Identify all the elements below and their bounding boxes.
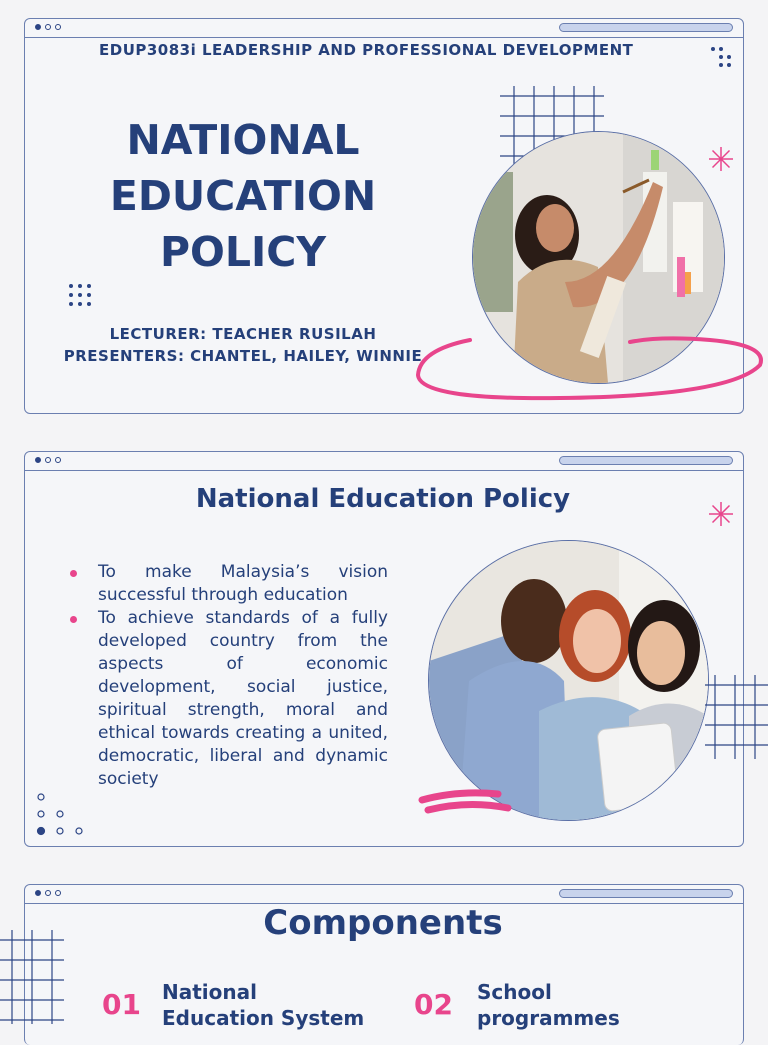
sparkle-icon xyxy=(709,147,733,171)
policy-bullets xyxy=(68,561,388,791)
component-label-line: programmes xyxy=(477,1006,620,1030)
page-title xyxy=(70,112,416,280)
title-line-2: EDUCATION xyxy=(109,172,377,220)
component-number: 02 xyxy=(414,988,453,1021)
window-bar xyxy=(25,452,743,471)
component-number: 01 xyxy=(102,988,141,1021)
window-bar xyxy=(25,885,743,904)
bullet-item: To make Malaysia’s vision successful through education xyxy=(68,561,388,607)
presenters-text: PRESENTERS: CHANTEL, HAILEY, WINNIE xyxy=(63,347,423,365)
component-label xyxy=(162,979,364,1031)
window-pill xyxy=(559,889,733,898)
section-title: National Education Policy xyxy=(195,484,571,514)
pink-brush-stroke xyxy=(418,786,512,820)
components-title: Components xyxy=(263,903,503,943)
bullet-item: To achieve standards of a fully developed country from the aspects of economic development, social justice, spiritual strength, moral and ethical towards creating a united, democratic, liberal and dynamic society xyxy=(68,607,388,791)
sparkle-icon xyxy=(709,502,733,526)
students-photo xyxy=(428,540,709,821)
lecturer-text: LECTURER: TEACHER RUSILAH xyxy=(109,325,377,343)
dot-grid-icon xyxy=(710,46,734,70)
component-label-line: National xyxy=(162,980,257,1004)
title-line-1: NATIONAL xyxy=(126,116,360,164)
window-bar xyxy=(25,19,743,38)
grid-decoration xyxy=(705,675,768,759)
component-label xyxy=(477,979,620,1031)
component-label-line: Education System xyxy=(162,1006,365,1030)
dot-pattern-icon xyxy=(34,791,86,837)
window-dots xyxy=(35,457,61,463)
window-pill xyxy=(559,23,733,32)
window-dots xyxy=(35,24,61,30)
window-pill xyxy=(559,456,733,465)
component-label-line: School xyxy=(477,980,552,1004)
grid-decoration xyxy=(0,930,64,1024)
course-title: EDUP3083i LEADERSHIP AND PROFESSIONAL DEVELOPMENT xyxy=(99,41,634,59)
pink-scribble xyxy=(410,320,768,406)
window-dots xyxy=(35,890,61,896)
title-line-3: POLICY xyxy=(159,228,327,276)
dot-grid-icon xyxy=(68,283,92,307)
